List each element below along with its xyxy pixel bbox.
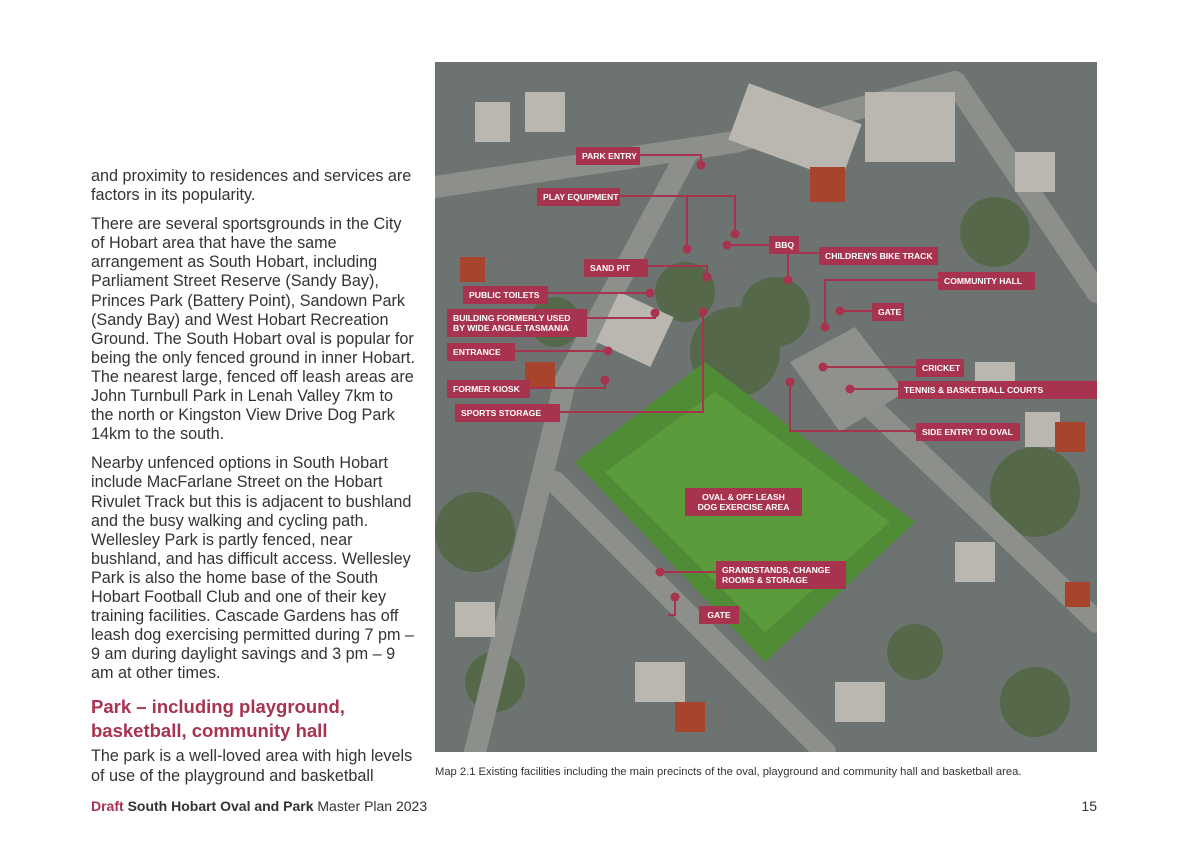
map-label-sand-pit xyxy=(584,259,648,277)
map-label-text: GRANDSTANDS, CHANGE xyxy=(722,565,831,575)
map-label-text: CHILDREN'S BIKE TRACK xyxy=(825,251,933,261)
map-label-entrance xyxy=(447,343,515,361)
body-paragraph: There are several sportsgrounds in the City of Hobart area that have the same arrangement as South Hobart, including Parliament Street Reserve (Sandy Bay), Princes Park (Battery Point), Sandown Park (Sandy Bay) and West Hobart Recreation Ground. The South Hobart oval is popular for being the only fenced ground in inner Hobart. The nearest large, fenced off leash areas are John Turnbull Park in Lenah Valley 7km to the north or Kingston View Drive Dog Park 14km to the south. xyxy=(91,215,415,444)
footer-draft: Draft xyxy=(91,798,124,814)
map-label-text: PUBLIC TOILETS xyxy=(469,290,540,300)
section-paragraph: The park is a well-loved area with high levels of use of the playground and basketball xyxy=(91,747,413,785)
page-number: 15 xyxy=(1081,798,1097,814)
map-label-former-kiosk xyxy=(447,380,530,398)
map-label-sports-storage xyxy=(455,404,560,422)
aerial-site-map xyxy=(435,62,1097,752)
map-label-text: CRICKET xyxy=(922,363,961,373)
map-label-cricket xyxy=(916,359,964,377)
map-label-gate-south xyxy=(699,606,739,624)
map-canvas xyxy=(435,62,1097,752)
map-label-text: GATE xyxy=(878,307,902,317)
map-label-text: BY WIDE ANGLE TASMANIA xyxy=(453,323,569,333)
map-label-text: SAND PIT xyxy=(590,263,631,273)
footer-suffix: Master Plan 2023 xyxy=(317,798,428,814)
body-paragraph: and proximity to residences and services are factors in its popularity. xyxy=(91,167,412,205)
section-heading: Park – including playground, basketball, community hall xyxy=(91,696,345,742)
footer-title: South Hobart Oval and Park xyxy=(127,798,314,814)
map-label-building-formerly-used xyxy=(447,309,587,337)
map-label-text: FORMER KIOSK xyxy=(453,384,520,394)
map-label-text: BBQ xyxy=(775,240,795,250)
map-label-text: TENNIS & BASKETBALL COURTS xyxy=(904,385,1044,395)
map-label-gate-north xyxy=(872,303,904,321)
page-footer xyxy=(91,798,427,814)
map-label-public-toilets xyxy=(463,286,548,304)
map-label-text: ROOMS & STORAGE xyxy=(722,575,808,585)
map-label-text: DOG EXERCISE AREA xyxy=(697,502,790,512)
map-label-childrens-bike-track xyxy=(819,247,938,265)
map-label-text: GATE xyxy=(707,610,731,620)
map-label-community-hall xyxy=(938,272,1035,290)
map-label-park-entry xyxy=(576,147,640,165)
map-label-grandstands xyxy=(716,561,846,589)
map-label-text: PLAY EQUIPMENT xyxy=(543,192,619,202)
map-caption: Map 2.1 Existing facilities including the main precincts of the oval, playground and community hall and basketball area. xyxy=(435,766,1022,778)
map-label-text: SIDE ENTRY TO OVAL xyxy=(922,427,1013,437)
map-label-play-equipment xyxy=(537,188,620,206)
map-label-text: BUILDING FORMERLY USED xyxy=(453,313,571,323)
map-label-oval xyxy=(685,488,802,516)
map-label-tennis-basketball xyxy=(898,381,1097,399)
map-label-text: ENTRANCE xyxy=(453,347,501,357)
map-label-bbq xyxy=(769,236,799,254)
map-label-text: PARK ENTRY xyxy=(582,151,637,161)
body-text-column xyxy=(91,167,416,796)
map-label-text: COMMUNITY HALL xyxy=(944,276,1023,286)
map-label-side-entry xyxy=(916,423,1020,441)
map-label-text: SPORTS STORAGE xyxy=(461,408,542,418)
body-paragraph: Nearby unfenced options in South Hobart include MacFarlane Street on the Hobart Rivulet Track but this is adjacent to bushland and the busy walking and cycling path. Wellesley Park is partly fenced, near bushland, and has difficult access. Wellesley Park is also the home base of the South Hobart Football Club and one of their key training facilities. Cascade Gardens has off leash dog exercising permitted during 7 pm – 9 am during daylight savings and 3 pm – 9 am at other times. xyxy=(91,454,415,683)
map-label-text: OVAL & OFF LEASH xyxy=(702,492,785,502)
